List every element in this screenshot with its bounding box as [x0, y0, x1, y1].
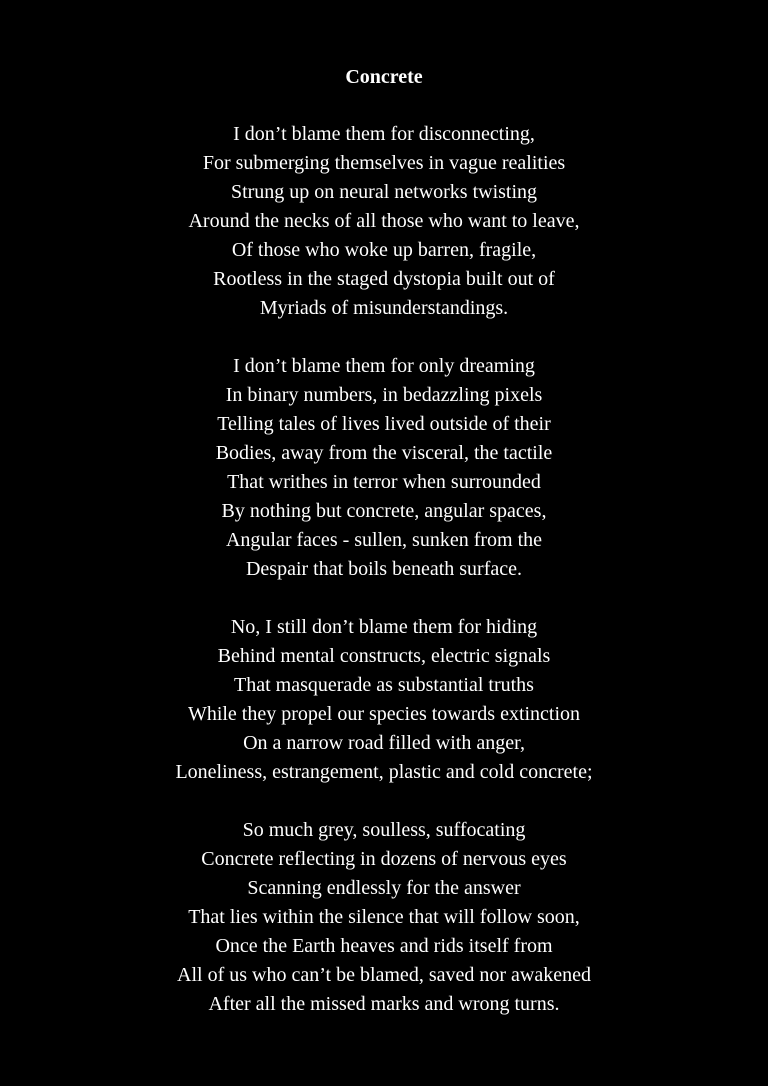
poem-line: Strung up on neural networks twisting: [230, 181, 538, 203]
poem-title: Concrete: [345, 66, 423, 88]
poem-line: All of us who can’t be blamed, saved nor awakened: [177, 964, 591, 986]
poem-line: Rootless in the staged dystopia built out of: [213, 268, 555, 290]
poem-line: Despair that boils beneath surface.: [245, 558, 522, 580]
stanza-4: [0, 816, 768, 1019]
poem-line: Once the Earth heaves and rids itself from: [215, 935, 553, 957]
poem-line: After all the missed marks and wrong turns.: [208, 993, 560, 1015]
poem-line: By nothing but concrete, angular spaces,: [221, 500, 547, 522]
poem-line: Telling tales of lives lived outside of their: [217, 413, 551, 435]
poem-line: While they propel our species towards extinction: [187, 703, 581, 725]
poem-line: So much grey, soulless, suffocating: [242, 819, 526, 841]
poem-line: I don’t blame them for disconnecting,: [233, 123, 535, 145]
poem-line: That masquerade as substantial truths: [234, 674, 534, 696]
poem-line: That writhes in terror when surrounded: [227, 471, 541, 493]
poem-line: For submerging themselves in vague realities: [202, 152, 566, 174]
poem-line: Bodies, away from the visceral, the tactile: [215, 442, 553, 464]
poem-line: No, I still don’t blame them for hiding: [230, 616, 538, 638]
stanza-3: [0, 613, 768, 787]
poem-line: Myriads of misunderstandings.: [259, 297, 509, 319]
stanza-1: [0, 120, 768, 323]
poem-line: Scanning endlessly for the answer: [247, 877, 521, 899]
poem-line: I don’t blame them for only dreaming: [233, 355, 535, 377]
poem-line: Of those who woke up barren, fragile,: [231, 239, 537, 261]
poem-line: Angular faces - sullen, sunken from the: [225, 529, 542, 551]
poem-line: Loneliness, estrangement, plastic and cold concrete;: [175, 761, 593, 783]
stanza-2: [0, 352, 768, 584]
poem-line: That lies within the silence that will follow soon,: [188, 906, 580, 928]
poem-line: On a narrow road filled with anger,: [243, 732, 525, 754]
poem-line: In binary numbers, in bedazzling pixels: [225, 384, 543, 406]
poem: [0, 64, 768, 1048]
poem-line: Behind mental constructs, electric signals: [217, 645, 551, 667]
poem-line: Concrete reflecting in dozens of nervous eyes: [201, 848, 567, 870]
poem-line: Around the necks of all those who want to leave,: [188, 210, 580, 232]
